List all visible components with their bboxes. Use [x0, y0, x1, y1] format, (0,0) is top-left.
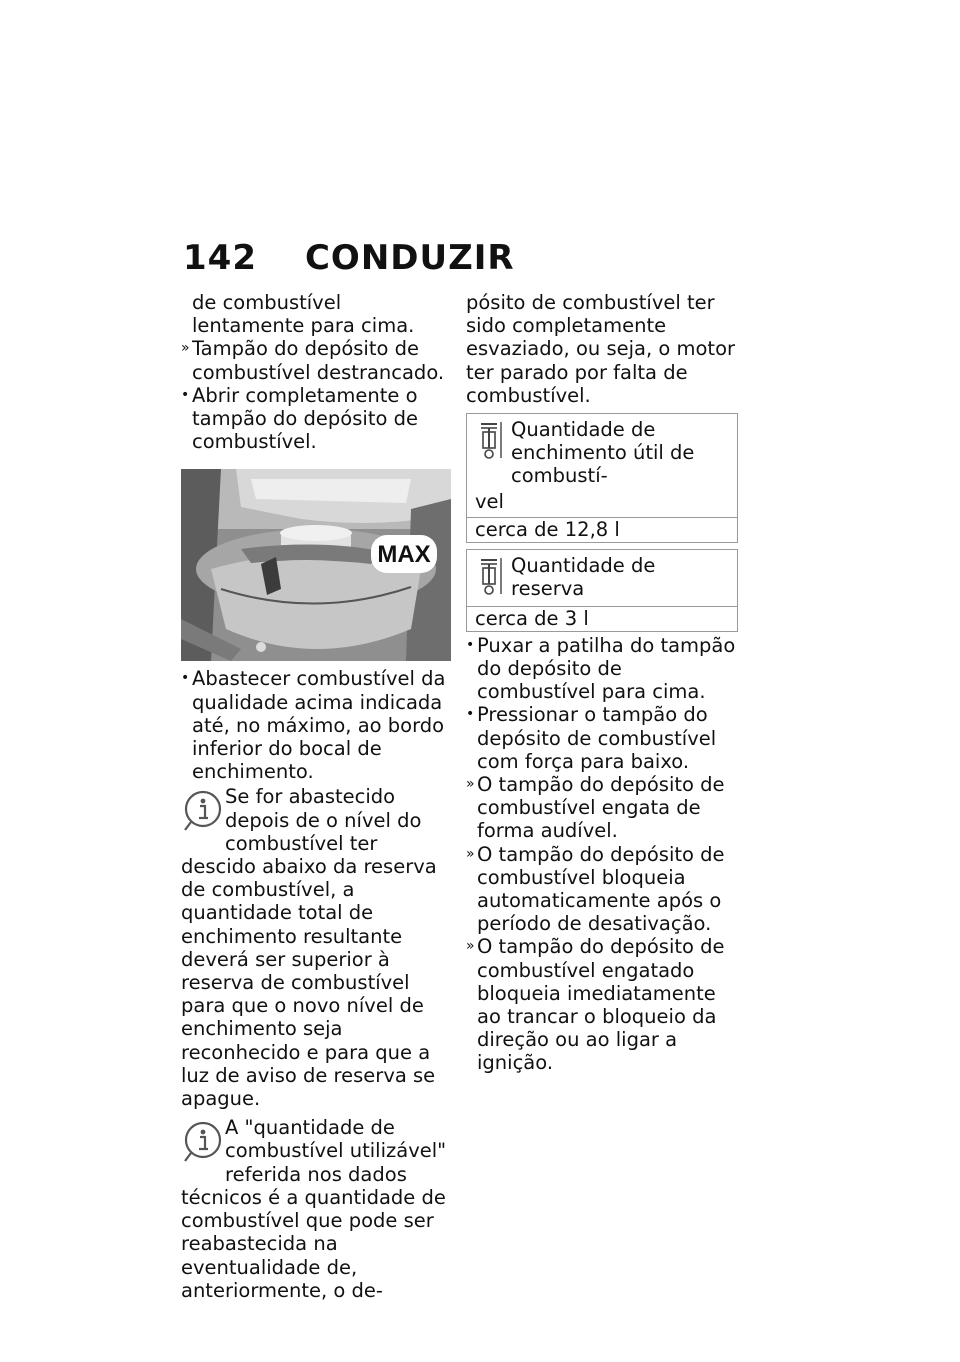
info-note: [181, 1116, 451, 1302]
step-item: [466, 634, 738, 704]
result-text: O tampão do depósito de combustível engatado bloqueia imediatamente ao trancar o bloqueio da direção ou ao ligar a ignição.: [477, 935, 725, 1075]
fuel-tank-illustration: [181, 469, 451, 661]
continued-text: de combustível lentamente para cima.: [192, 291, 415, 338]
result-text: O tampão do depósito de combustível engata de forma audível.: [477, 773, 725, 843]
result-item: [466, 773, 738, 843]
spec-label-continued: vel: [475, 489, 504, 513]
result-item: [181, 337, 451, 383]
info-icon: [181, 785, 223, 837]
fuel-level-icon: [475, 418, 505, 464]
bullet-marker: •: [466, 636, 475, 653]
right-column: [466, 291, 738, 1075]
step-text: Puxar a patilha do tampão do depósito de combustível para cima.: [477, 633, 736, 704]
page-number: 142: [183, 238, 257, 278]
fuel-reserve-spec: [466, 549, 738, 632]
note-text: Se for abastecido depois de o nível do combustível ter descido abaixo da reserva de combustível, a quantidade total de enchimento resultante deverá ser superior à reserva de combustível para que o novo nível de enchimento seja reconhecido e para que a luz de aviso de reserva se apague.: [181, 785, 437, 1111]
result-text: O tampão do depósito de combustível bloqueia automaticamente após o período de desativação.: [477, 842, 725, 936]
info-icon: [181, 1116, 223, 1168]
result-marker: »: [466, 845, 475, 862]
left-column: [181, 291, 451, 1302]
bullet-marker: •: [466, 706, 475, 723]
result-marker: »: [466, 938, 475, 955]
step-item: [181, 384, 451, 454]
spec-value: cerca de 12,8 l: [467, 517, 737, 542]
bullet-marker: •: [181, 386, 190, 403]
result-marker: »: [181, 340, 190, 357]
step-item: [181, 667, 451, 783]
max-label: MAX: [377, 541, 431, 569]
step-text: Abrir completamente o tampão do depósito de combustível.: [192, 383, 418, 454]
fuel-filler-photo: [181, 469, 451, 661]
note-text: A "quantidade de combustível utilizável" referida nos dados técnicos é a quantidade de combustível que pode ser reabastecida na eventualidade de, anteriormente, o de-: [181, 1116, 447, 1302]
page-header: [183, 238, 515, 284]
spec-label: Quantidade de reserva: [511, 553, 656, 601]
step-item: [466, 703, 738, 773]
step-text: Pressionar o tampão do depósito de combustível com força para baixo.: [477, 703, 717, 773]
result-marker: »: [466, 776, 475, 793]
spec-value: cerca de 3 l: [467, 606, 737, 631]
result-item: [466, 843, 738, 936]
step-text: Abastecer combustível da qualidade acima indicada até, no máximo, ao bordo inferior do bocal de enchimento.: [192, 667, 446, 784]
continued-text: pósito de combustível ter sido completamente esvaziado, ou seja, o motor ter parado por falta de combustível.: [466, 291, 736, 407]
chapter-title: CONDUZIR: [304, 238, 515, 278]
spec-label: Quantidade de enchimento útil de combustí-: [511, 418, 695, 488]
fuel-level-icon: [475, 554, 505, 600]
fuel-capacity-spec: [466, 413, 738, 543]
info-note: [181, 785, 451, 1110]
bullet-marker: •: [181, 670, 190, 687]
result-item: [466, 935, 738, 1074]
result-text: Tampão do depósito de combustível destrancado.: [192, 337, 445, 384]
